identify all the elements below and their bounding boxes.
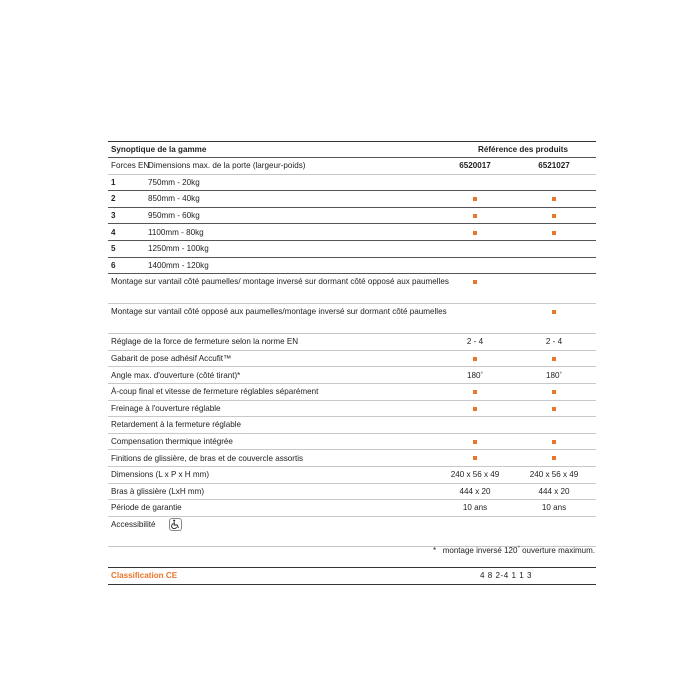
reference-a-header: 6520017 bbox=[459, 161, 491, 171]
feature-row-gabarit bbox=[108, 351, 596, 368]
feature-label: À-coup final et vitesse de fermeture réglables séparément bbox=[111, 387, 319, 397]
included-marker bbox=[473, 231, 477, 235]
included-marker bbox=[473, 440, 477, 444]
feature-row-freinage bbox=[108, 401, 596, 418]
degree-sign: ° bbox=[517, 546, 520, 552]
force-value: 1 bbox=[111, 177, 116, 187]
table-title: Synoptique de la gamme bbox=[111, 145, 207, 155]
reference-a-value bbox=[435, 403, 515, 414]
door-dimensions: 1250mm - 100kg bbox=[148, 244, 209, 254]
feature-label: Compensation thermique intégrée bbox=[111, 437, 233, 447]
reference-a-value: 2 - 4 bbox=[466, 337, 484, 347]
included-marker bbox=[552, 310, 556, 314]
wheelchair-icon bbox=[169, 518, 182, 531]
force-value: 2 bbox=[111, 194, 116, 204]
included-marker bbox=[552, 440, 556, 444]
force-row bbox=[108, 224, 596, 241]
reference-a-value bbox=[435, 210, 515, 221]
product-range-table bbox=[108, 141, 596, 585]
dimensions-header: Dimensions max. de la porte (largeur-poids) bbox=[148, 161, 306, 171]
reference-a-value bbox=[435, 436, 515, 447]
force-value: 6 bbox=[111, 260, 116, 270]
reference-b-value bbox=[514, 403, 594, 414]
included-marker bbox=[473, 357, 477, 361]
references-title: Référence des produits bbox=[478, 145, 568, 155]
reference-b-value: 2 - 4 bbox=[545, 337, 563, 347]
force-row bbox=[108, 175, 596, 192]
feature-row-finitions bbox=[108, 450, 596, 467]
degree-sign: ° bbox=[480, 371, 483, 378]
included-marker bbox=[552, 357, 556, 361]
included-marker bbox=[552, 456, 556, 460]
feature-label: Angle max. d'ouverture (côté tirant)* bbox=[111, 370, 241, 380]
classification-value: 4 8 2-4 1 1 3 bbox=[480, 570, 532, 580]
feature-label: Montage sur vantail côté opposé aux paumelles/montage inversé sur dormant côté paumelles bbox=[111, 307, 447, 317]
feature-row-reglage bbox=[108, 334, 596, 351]
reference-a-value bbox=[435, 453, 515, 464]
footnote bbox=[433, 546, 595, 555]
feature-row-acoup bbox=[108, 384, 596, 401]
feature-label: Finitions de glissière, de bras et de couvercle assortis bbox=[111, 453, 304, 463]
reference-b-value bbox=[514, 386, 594, 397]
feature-label: Bras à glissière (LxH mm) bbox=[111, 486, 205, 496]
feature-row-montage-2 bbox=[108, 304, 596, 334]
reference-b-value bbox=[514, 353, 594, 364]
included-marker bbox=[552, 231, 556, 235]
reference-b-value: 10 ans bbox=[541, 503, 567, 513]
included-marker bbox=[473, 214, 477, 218]
reference-b-value bbox=[514, 370, 594, 381]
reference-b-value bbox=[514, 453, 594, 464]
force-rows bbox=[108, 175, 596, 275]
included-marker bbox=[473, 280, 477, 284]
footnote-text-end: ouverture maximum. bbox=[519, 546, 595, 555]
included-marker bbox=[552, 197, 556, 201]
reference-a-value: 240 x 56 x 49 bbox=[450, 470, 500, 480]
feature-row-montage-1 bbox=[108, 274, 596, 304]
classification-row bbox=[108, 567, 596, 585]
force-value: 4 bbox=[111, 227, 116, 237]
reference-b-value bbox=[514, 210, 594, 221]
feature-row-retardement bbox=[108, 417, 596, 434]
footnote-text: montage inversé 120 bbox=[442, 546, 518, 555]
force-row bbox=[108, 241, 596, 258]
feature-label: Montage sur vantail côté paumelles/ montage inversé sur dormant côté opposé aux paumelles bbox=[111, 277, 449, 287]
angle-value: 180 bbox=[546, 370, 560, 380]
feature-row-garantie bbox=[108, 500, 596, 517]
included-marker bbox=[473, 407, 477, 411]
reference-a-value bbox=[435, 193, 515, 204]
included-marker bbox=[473, 390, 477, 394]
door-dimensions: 750mm - 20kg bbox=[148, 177, 200, 187]
degree-sign: ° bbox=[559, 371, 562, 378]
feature-label: Dimensions (L x P x H mm) bbox=[111, 470, 210, 480]
included-marker bbox=[552, 390, 556, 394]
reference-b-value bbox=[514, 436, 594, 447]
footnote-star: * bbox=[432, 546, 437, 555]
reference-a-value: 10 ans bbox=[462, 503, 488, 513]
feature-row-angle bbox=[108, 367, 596, 384]
reference-b-header: 6521027 bbox=[538, 161, 570, 171]
reference-a-value: 444 x 20 bbox=[459, 486, 491, 496]
door-dimensions: 1100mm - 80kg bbox=[148, 227, 204, 237]
feature-label: Gabarit de pose adhésif Accufit™ bbox=[111, 354, 232, 364]
included-marker bbox=[473, 456, 477, 460]
force-value: 3 bbox=[111, 211, 116, 221]
feature-row-bras bbox=[108, 484, 596, 501]
door-dimensions: 1400mm - 120kg bbox=[148, 260, 209, 270]
feature-row-compensation bbox=[108, 434, 596, 451]
included-marker bbox=[473, 197, 477, 201]
force-row bbox=[108, 258, 596, 275]
force-row bbox=[108, 208, 596, 225]
feature-row-accessibilite bbox=[108, 517, 596, 547]
forces-header: Forces EN bbox=[111, 161, 150, 171]
reference-b-value bbox=[514, 193, 594, 204]
included-marker bbox=[552, 407, 556, 411]
reference-a-value bbox=[435, 353, 515, 364]
reference-b-value: 240 x 56 x 49 bbox=[529, 470, 579, 480]
door-dimensions: 950mm - 60kg bbox=[148, 211, 200, 221]
reference-a-value bbox=[435, 227, 515, 238]
table-header bbox=[108, 142, 596, 158]
reference-b-value bbox=[514, 227, 594, 238]
door-dimensions: 850mm - 40kg bbox=[148, 194, 200, 204]
reference-a-value bbox=[435, 276, 515, 287]
feature-label: Freinage à l'ouverture réglable bbox=[111, 403, 221, 413]
feature-label: Accessibilité bbox=[111, 519, 156, 529]
reference-a-value bbox=[435, 386, 515, 397]
force-row bbox=[108, 191, 596, 208]
classification-label: Classification CE bbox=[111, 570, 178, 580]
force-value: 5 bbox=[111, 244, 116, 254]
feature-row-dimensions bbox=[108, 467, 596, 484]
column-headers bbox=[108, 158, 596, 175]
angle-value: 180 bbox=[467, 370, 481, 380]
feature-label: Réglage de la force de fermeture selon la norme EN bbox=[111, 337, 299, 347]
feature-label: Retardement à la fermeture réglable bbox=[111, 420, 242, 430]
feature-label: Période de garantie bbox=[111, 503, 182, 513]
reference-a-value bbox=[435, 370, 515, 381]
reference-b-value bbox=[514, 306, 594, 317]
reference-b-value: 444 x 20 bbox=[538, 486, 570, 496]
included-marker bbox=[552, 214, 556, 218]
